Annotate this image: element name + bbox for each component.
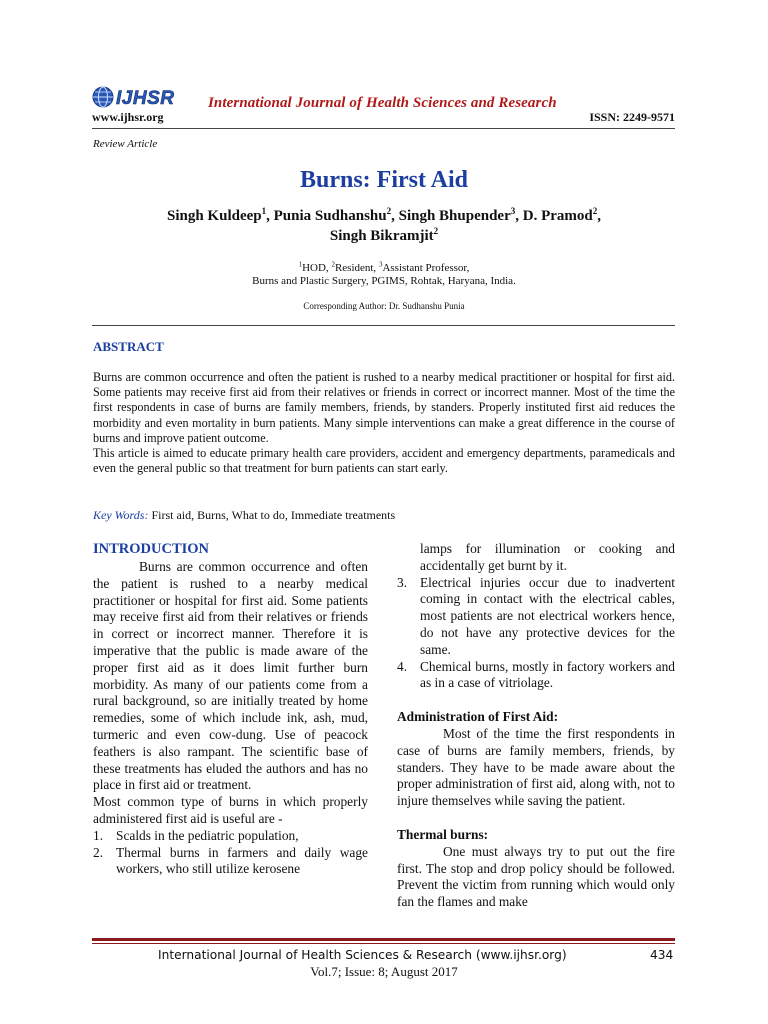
abstract-heading: ABSTRACT xyxy=(93,339,164,354)
keywords-label: Key Words: xyxy=(93,508,149,522)
left-column xyxy=(93,541,368,878)
journal-logo xyxy=(92,86,204,108)
article-title: Burns: First Aid xyxy=(299,167,469,193)
abstract-divider xyxy=(92,325,675,326)
author-list xyxy=(110,206,658,246)
footer-divider-thick xyxy=(92,938,675,941)
header-divider xyxy=(92,128,675,129)
header-issn: ISSN: 2249-9571 xyxy=(589,110,675,124)
page-number: 434 xyxy=(650,948,674,962)
keywords-text: First aid, Burns, What to do, Immediate treatments xyxy=(148,508,396,522)
author: D. Pramod$^2$, xyxy=(522,206,601,224)
logo-text: IJHSR xyxy=(116,88,175,108)
thermal-heading: Thermal burns: xyxy=(397,826,489,842)
corresponding-author: Corresponding Author: Dr. Sudhanshu Punia xyxy=(303,301,465,311)
list-item-continuation: lamps for illumination or cooking and accidentally get burnt by it. xyxy=(420,541,675,573)
burn-types-list xyxy=(93,828,368,878)
list-item: 2. Thermal burns in farmers and daily wage workers, who still utilize kerosene xyxy=(93,844,368,877)
right-column xyxy=(397,541,675,911)
globe-logo-icon xyxy=(92,86,204,108)
keywords xyxy=(93,508,395,523)
list-item: 3. Electrical injuries occur due to inadvertent coming in contact with the electrical cables, most patients are not electrical workers hence, do not have any protective devices for the same. xyxy=(397,574,675,657)
intro-paragraph: Burns are common occurrence and often the patient is rushed to a nearby medical practitioner or hospital for first aid. Some patients may receive first aid from their relatives or friends in correct or incorrect manner. Therefore it is imperative that the public is made aware of the proper first aid as it does limit further burn morbidity. As many of our patients come from a rural background, so are initially treated by home remedies, some of which include ink, ash, mud, turmeric and even cow-dung. Use of peacock feathers is also rampant. The scientific base of these treatments has eluded the authors and has no place in first aid or treatment. xyxy=(93,559,368,793)
intro-paragraph: Most common type of burns in which properly administered first aid is useful are - xyxy=(93,794,368,826)
author: Singh Bikramjit$^2$ xyxy=(329,226,439,244)
thermal-paragraph: One must always try to put out the fire first. The stop and drop policy should be followed. Prevent the victim from running which would only fan the flames and make xyxy=(397,843,675,910)
author: Singh Bhupender$^3$, xyxy=(398,206,523,224)
affiliation-institution: Burns and Plastic Surgery, PGIMS, Rohtak, Haryana, India. xyxy=(252,275,516,287)
list-item: 4. Chemical burns, mostly in factory workers and as in a case of vitriolage. xyxy=(397,658,675,691)
admin-paragraph: Most of the time the first respondents in case of burns are family members, friends, by standers. They have to be made aware about the proper administration of first aid, along with, not to injure themselves while saving the patient. xyxy=(397,725,675,809)
footer-volume: Vol.7; Issue: 8; August 2017 xyxy=(310,964,458,979)
author: Punia Sudhanshu$^2$, xyxy=(273,206,399,224)
author: Singh Kuldeep$^1$, xyxy=(166,206,274,224)
intro-heading: INTRODUCTION xyxy=(93,541,210,557)
footer-divider-thin xyxy=(92,943,675,944)
article-type: Review Article xyxy=(93,138,158,150)
affiliation-roles: $^1$HOD, $^2$Resident, $^3$Assistant Professor, xyxy=(298,260,470,274)
abstract-paragraph: This article is aimed to educate primary health care providers, accident and emergency departments, paramedicals and even the general public so that treatment for burn patients can start early. xyxy=(93,446,675,476)
list-item: 1. Scalds in the pediatric population, xyxy=(93,827,299,843)
header-url[interactable]: www.ijhsr.org xyxy=(92,110,164,124)
abstract-paragraph: Burns are common occurrence and often the patient is rushed to a nearby medical practitioner or hospital for first aid. Some patients may receive first aid from their relatives or friends in correct or incorrect manner. Most of the time the first respondents in case of burns are family members, friends, by standers. Properly instituted first aid reduces the morbidity and even mortality in burn patients. Many simple interventions can make a great difference in the course of burns and improve patient outcome. xyxy=(93,370,675,445)
admin-heading: Administration of First Aid: xyxy=(397,709,559,725)
burn-types-list-continued xyxy=(397,541,675,692)
footer-journal: International Journal of Health Sciences & Research (www.ijhsr.org) xyxy=(158,948,567,962)
abstract-body xyxy=(93,370,675,476)
header-journal-name: International Journal of Health Sciences and Research xyxy=(208,95,557,111)
